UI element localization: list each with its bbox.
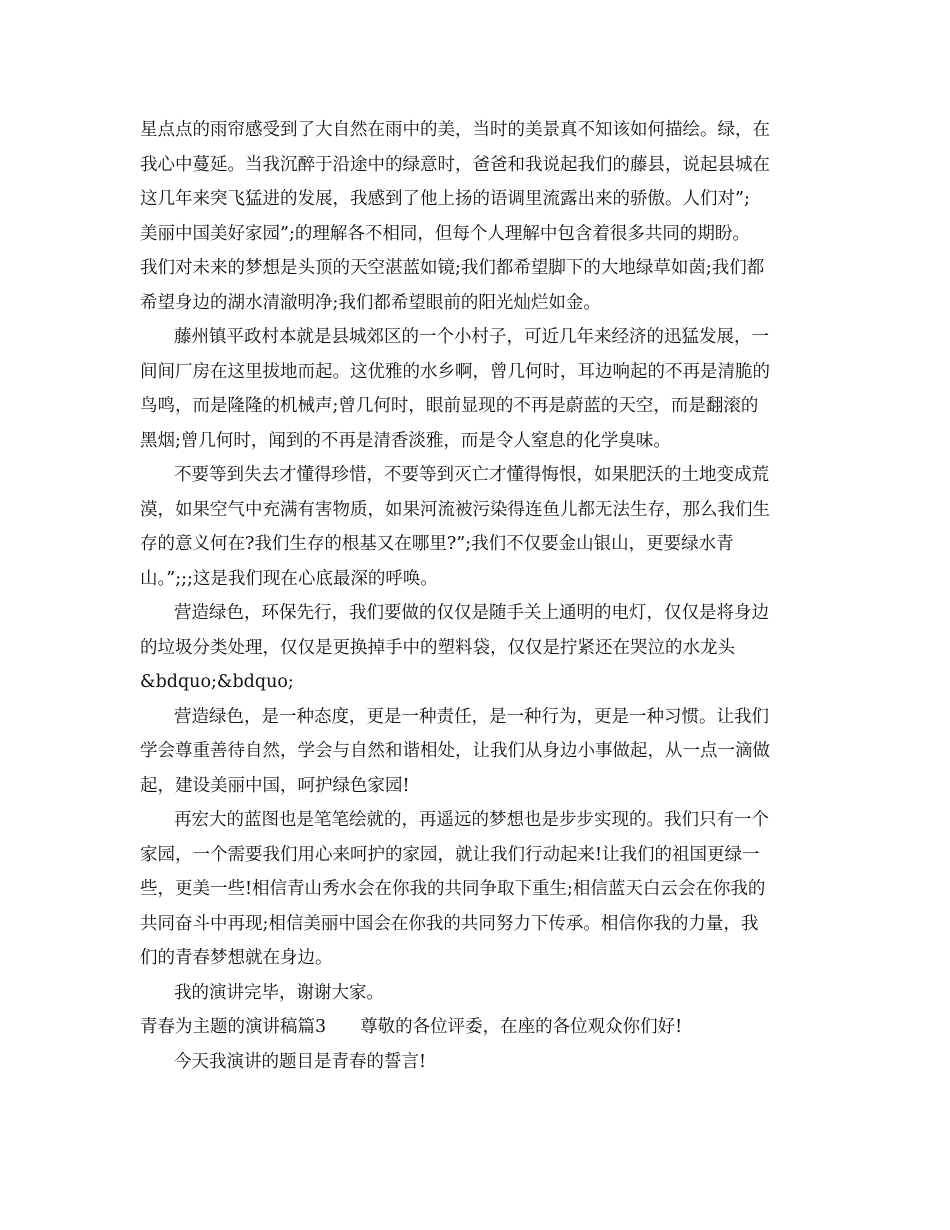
- text-line: 漠，如果空气中充满有害物质，如果河流被污染得连鱼儿都无法生存，那么我们生: [140, 499, 770, 520]
- greeting-text: 尊敬的各位评委，在座的各位观众你们好!: [360, 1017, 683, 1037]
- text-line: &bdquo;&bdquo;: [140, 672, 294, 692]
- text-line: 星点点的雨帘感受到了大自然在雨中的美，当时的美景真不知该如何描绘。绿，在: [140, 120, 770, 140]
- text-line: 美丽中国美好家园”;的理解各不相同，但每个人理解中包含着很多共同的期盼。: [140, 223, 750, 244]
- paragraph-start-line: 再宏大的蓝图也是笔笔绘就的，再遥远的梦想也是步步实现的。我们只有一个: [174, 810, 769, 830]
- text-line: 鸟鸣，而是隆隆的机械声;曾几何时，眼前显现的不再是蔚蓝的天空，而是翻滚的: [140, 396, 759, 416]
- document-body: [140, 113, 812, 1079]
- text-line: 们的青春梦想就在身边。: [140, 948, 333, 968]
- speech-topic-line: 今天我演讲的题目是青春的誓言!: [174, 1051, 427, 1072]
- text-line: 起，建设美丽中国，呵护绿色家园!: [140, 775, 410, 796]
- section-heading-line: [140, 1010, 812, 1045]
- text-line: 这几年来突飞猛进的发展，我感到了他上扬的语调里流露出来的骄傲。人们对”;: [140, 189, 750, 209]
- paragraph-start-line: 不要等到失去才懂得珍惜，不要等到灭亡才懂得悔恨，如果肥沃的土地变成荒: [174, 465, 769, 485]
- text-line: 间间厂房在这里拔地而起。这优雅的水乡啊，曾几何时，耳边响起的不再是清脆的: [140, 361, 770, 382]
- text-line: 黑烟;曾几何时，闻到的不再是清香淡雅，而是令人窒息的化学臭味。: [140, 430, 671, 451]
- text-line: 我们对未来的梦想是头顶的天空湛蓝如镜;我们都希望脚下的大地绿草如茵;我们都: [140, 258, 765, 278]
- paragraph-start-line: 营造绿色，是一种态度，更是一种责任，是一种行为，更是一种习惯。让我们: [174, 706, 769, 727]
- text-line: 家园，一个需要我们用心来呵护的家园，就让我们行动起来!让我们的祖国更绿一: [140, 844, 760, 865]
- text-line: 山。”;;;这是我们现在心底最深的呼唤。: [140, 568, 438, 589]
- paragraph-start-line: 营造绿色，环保先行，我们要做的仅仅是随手关上通明的电灯，仅仅是将身边: [174, 603, 769, 623]
- text-line: 我心中蔓延。当我沉醉于沿途中的绿意时，爸爸和我说起我们的藤县，说起县城在: [140, 154, 770, 175]
- closing-line: 我的演讲完毕，谢谢大家。: [174, 982, 384, 1003]
- text-line: 的垃圾分类处理，仅仅是更换掉手中的塑料袋，仅仅是拧紧还在哭泣的水龙头: [140, 637, 735, 658]
- text-line: 希望身边的湖水清澈明净;我们都希望眼前的阳光灿烂如金。: [140, 292, 601, 313]
- text-line: 共同奋斗中再现;相信美丽中国会在你我的共同努力下传承。相信你我的力量，我: [140, 913, 759, 934]
- text-line: 些，更美一些!相信青山秀水会在你我的共同争取下重生;相信蓝天白云会在你我的: [140, 879, 766, 899]
- paragraph-start-line: 藤州镇平政村本就是县城郊区的一个小村子，可近几年来经济的迅猛发展，一: [174, 327, 769, 347]
- text-line: 存的意义何在?我们生存的根基又在哪里?”;我们不仅要金山银山，更要绿水青: [140, 534, 734, 554]
- text-line: 学会尊重善待自然，学会与自然和谐相处，让我们从身边小事做起，从一点一滴做: [140, 741, 770, 761]
- section-title: 青春为主题的演讲稿篇3: [140, 1017, 327, 1037]
